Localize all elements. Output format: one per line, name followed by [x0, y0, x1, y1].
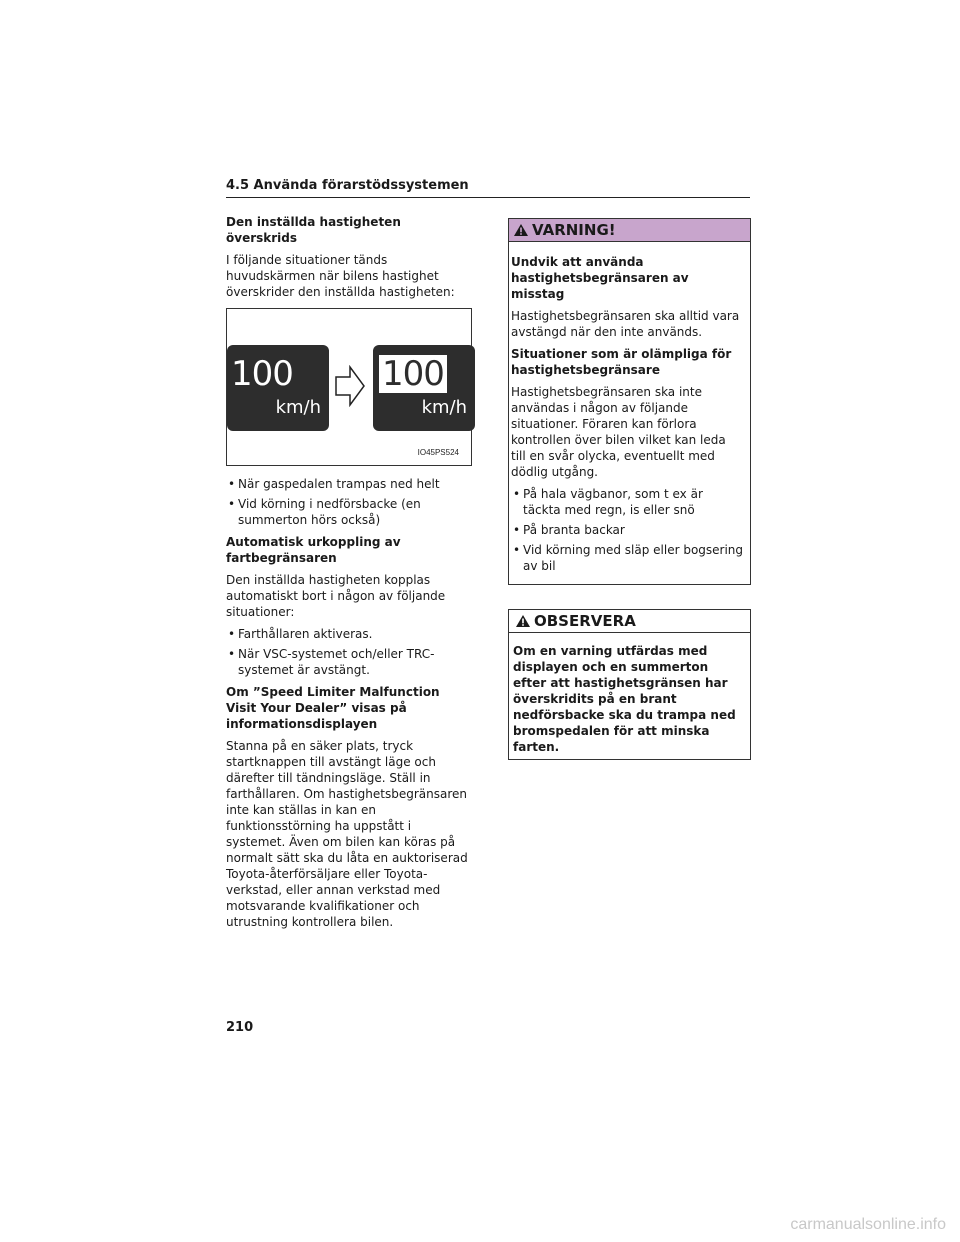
- warning-paragraph-unsuitable: Hastighetsbegränsaren ska inte användas i någon av följande situationer. Föraren kan förlora kontrollen över bilen vilket kan leda till en svår olycka, eventuellt med dödlig utgång.: [511, 385, 726, 479]
- warning-triangle-icon: [513, 223, 529, 237]
- notice-box: [508, 609, 751, 760]
- warning-heading-misuse: Undvik att använda hastighetsbegränsaren av misstag: [511, 255, 689, 301]
- notice-triangle-icon: [515, 614, 531, 628]
- list-item: • Vid körning i nedförsbacke (en summerton hörs också): [226, 496, 472, 528]
- paragraph-malfunction: Stanna på en säker plats, tryck startknappen till avstängt läge och därefter till tändningsläge. Ställ in farthållaren. Om hastighetsbegränsaren inte kan ställas in kan en funktionsstörning ha uppstått i systemet. Även om bilen kan köras på normalt sätt ska du låta en auktoriserad Toyota-återförsäljare eller Toyota-verkstad, eller annan verkstad med motsvarande kvalifikationer och utrustning kontrollera bilen.: [226, 739, 468, 929]
- warning-title: VARNING!: [532, 221, 616, 239]
- list-item: • Farthållaren aktiveras.: [226, 626, 472, 642]
- list-exceed-situations: [226, 476, 472, 528]
- speed-display-illustration: [226, 308, 472, 466]
- heading-malfunction: Om ”Speed Limiter Malfunction Visit Your Dealer” visas på informationsdisplayen: [226, 685, 440, 731]
- watermark: carmanualsonline.info: [790, 1216, 946, 1233]
- arrow-right-icon: [334, 365, 366, 407]
- warning-header: [509, 219, 750, 242]
- notice-header: [509, 610, 750, 633]
- page-number: 210: [226, 1020, 254, 1035]
- warning-heading-unsuitable: Situationer som är olämpliga för hastighetsbegränsare: [511, 347, 732, 377]
- left-column: [226, 214, 472, 936]
- list-item: • På branta backar: [511, 522, 744, 538]
- paragraph-auto-disconnect: Den inställda hastigheten kopplas automatiskt bort i någon av följande situationer:: [226, 573, 446, 619]
- notice-title: OBSERVERA: [534, 612, 636, 630]
- warning-list: [511, 486, 744, 574]
- heading-speed-exceeded: Den inställda hastigheten överskrids: [226, 215, 401, 245]
- display-speed-highlighted: 100: [379, 355, 447, 393]
- display-normal: [227, 345, 329, 431]
- warning-box: [508, 218, 751, 585]
- display-unit-normal: km/h: [275, 397, 321, 418]
- display-highlighted: [373, 345, 475, 431]
- list-disconnect-situations: [226, 626, 472, 678]
- figure-code: IO45PS524: [417, 448, 459, 457]
- right-column: [508, 218, 751, 760]
- notice-body: Om en varning utfärdas med displayen och en summerton efter att hastighetsgränsen har överskridits på en brant nedförsbacke ska du trampa ned bromspedalen för att minska farten.: [513, 644, 736, 754]
- heading-auto-disconnect: Automatisk urkoppling av fartbegränsaren: [226, 535, 401, 565]
- list-item: • När VSC-systemet och/eller TRC-systemet är avstängt.: [226, 646, 472, 678]
- display-speed-normal: 100: [231, 354, 293, 394]
- paragraph-speed-exceeded: I följande situationer tänds huvudskärmen när bilens hastighet överskrider den inställda hastigheten:: [226, 253, 455, 299]
- list-item: • Vid körning med släp eller bogsering av bil: [511, 542, 744, 574]
- list-item: • När gaspedalen trampas ned helt: [226, 476, 472, 492]
- list-item: • På hala vägbanor, som t ex är täckta med regn, is eller snö: [511, 486, 744, 518]
- section-title: 4.5 Använda förarstödssystemen: [226, 178, 750, 198]
- warning-paragraph-misuse: Hastighetsbegränsaren ska alltid vara avstängd när den inte används.: [511, 309, 740, 339]
- display-unit-highlighted: km/h: [421, 397, 467, 418]
- warning-body: [509, 242, 750, 584]
